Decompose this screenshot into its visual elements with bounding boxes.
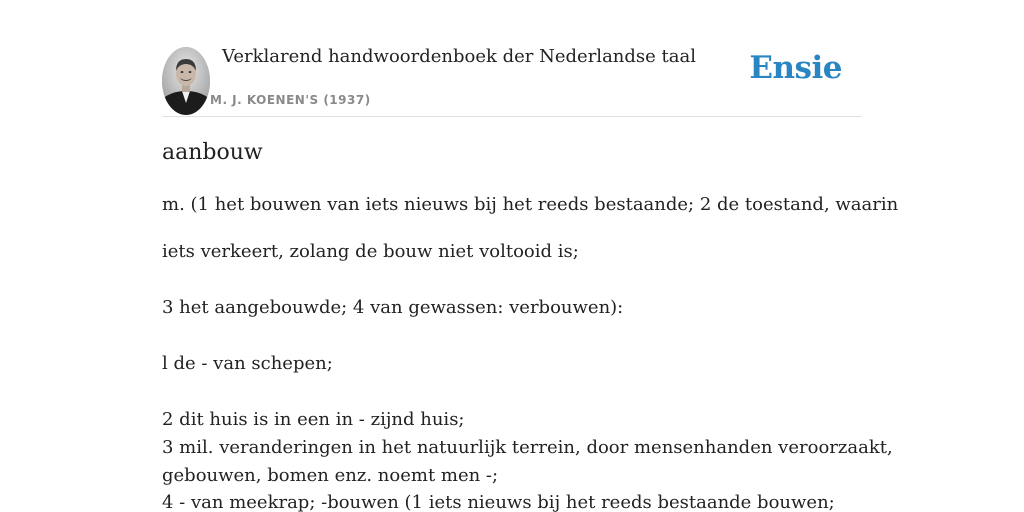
definition-line: 3 het aangebouwde; 4 van gewassen: verbouwen): <box>162 297 624 318</box>
definition-line: gebouwen, bomen enz. noemt men -; <box>162 465 499 486</box>
definition-line: 3 mil. veranderingen in het natuurlijk terrein, door mensenhanden veroorzaakt, <box>162 437 893 458</box>
definition-line: 2 dit huis is in een in - zijnd huis; <box>162 409 465 430</box>
definition-line: l de - van schepen; <box>162 353 333 374</box>
definition-line: 4 - van meekrap; -bouwen (1 iets nieuws bij het reeds bestaande bouwen; <box>162 492 835 512</box>
entry-headword: aanbouw <box>162 140 263 165</box>
dictionary-author: M. J. KOENEN'S (1937) <box>210 93 371 107</box>
site-header <box>162 40 862 117</box>
ensie-logo-link[interactable]: Ensie <box>749 50 842 86</box>
definition-line: iets verkeert, zolang de bouw niet voltooid is; <box>162 241 579 262</box>
author-portrait <box>162 47 210 115</box>
dictionary-title: Verklarend handwoordenboek der Nederlandse taal <box>222 46 696 67</box>
definition-line: m. (1 het bouwen van iets nieuws bij het reeds bestaande; 2 de toestand, waarin <box>162 194 899 215</box>
